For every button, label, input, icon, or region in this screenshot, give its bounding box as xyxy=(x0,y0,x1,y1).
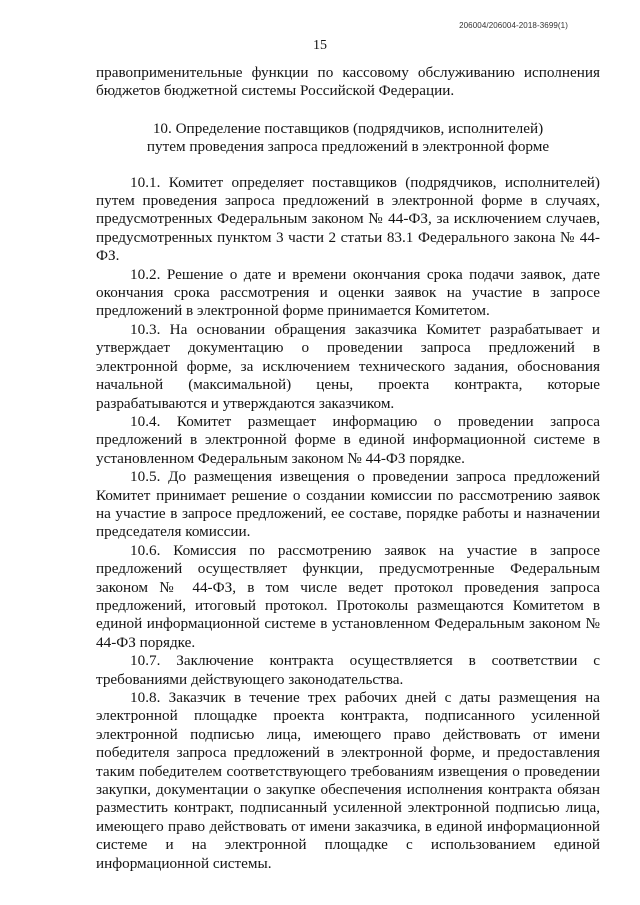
intro-paragraph: правоприменительные функции по кассовому обслуживанию исполнения бюджетов бюджетной системы Российской Федерации. xyxy=(96,64,600,100)
clause-10-1: 10.1. Комитет определяет поставщиков (подрядчиков, исполнителей) путем проведения запроса предложений в электронной форме в случаях, предусмотренных Федеральным законом № 44-ФЗ, за исключением случаев, предусмотренных пунктом 3 части 2 статьи 83.1 Федерального закона № 44-ФЗ. xyxy=(96,173,600,265)
document-id: 206004/206004-2018-3699(1) xyxy=(459,21,568,30)
section-title-line-2: путем проведения запроса предложений в электронной форме xyxy=(146,138,550,156)
clause-10-7: 10.7. Заключение контракта осуществляется в соответствии с требованиями действующего законодательства. xyxy=(96,652,600,688)
document-body xyxy=(96,64,600,873)
clause-10-6: 10.6. Комиссия по рассмотрению заявок на участие в запросе предложений осуществляет функции, предусмотренные Федеральным законом № 44-ФЗ, в том числе ведет протокол проведения запроса предложений, итоговый протокол. Протоколы размещаются Комитетом в единой информационной системе в установленном Федеральным законом № 44-ФЗ порядке. xyxy=(96,541,600,651)
clause-10-8: 10.8. Заказчик в течение трех рабочих дней с даты размещения на электронной площадке проекта контракта, подписанного усиленной электронной подписью лица, имеющего право действовать от имени победителя запроса предложений в электронной форме, и предоставления таким победителем соответствующего требованиям извещения о проведении закупки, документации о закупке обеспечения исполнения контракта обязан разместить контракт, подписанный усиленной электронной подписью лица, имеющего право действовать от имени заказчика, в единой информационной системе и на электронной площадке с использованием единой информационной системы. xyxy=(96,689,600,872)
page-number: 15 xyxy=(313,38,327,53)
section-title xyxy=(96,120,600,157)
clause-10-5: 10.5. До размещения извещения о проведении запроса предложений Комитет принимает решение о создании комиссии по рассмотрению заявок на участие в запросе предложений, ее составе, порядке работы и назначении председателя комиссии. xyxy=(96,468,600,541)
clause-10-4: 10.4. Комитет размещает информацию о проведении запроса предложений в электронной форме в единой информационной системе в установленном Федеральным законом № 44-ФЗ порядке. xyxy=(96,412,600,467)
section-title-line-1: 10. Определение поставщиков (подрядчиков, исполнителей) xyxy=(152,119,544,137)
clause-10-3: 10.3. На основании обращения заказчика Комитет разрабатывает и утверждает документацию о проведении запроса предложений в электронной форме, за исключением технического задания, обоснования начальной (максимальной) цены, проекта контракта, которые разрабатываются и утверждаются заказчиком. xyxy=(96,320,600,412)
clause-10-2: 10.2. Решение о дате и времени окончания срока подачи заявок, дате окончания срока рассмотрения и оценки заявок на участие в запросе предложений в электронной форме принимается Комитетом. xyxy=(96,265,600,320)
